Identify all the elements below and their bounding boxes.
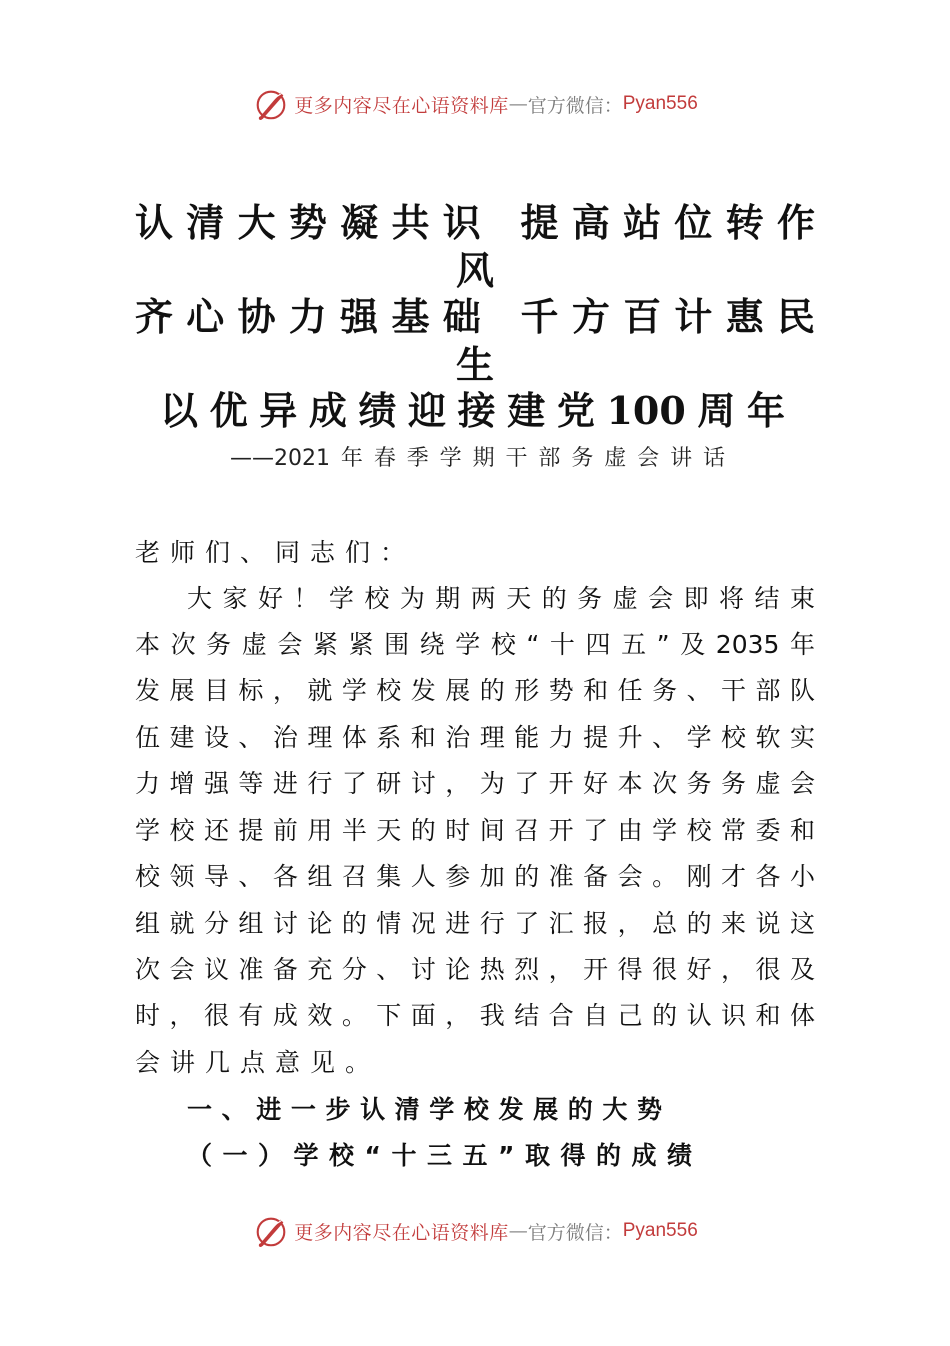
paragraph-line: 会讲几点意见。 — [135, 1048, 381, 1077]
paragraph-line: 大家好！学校为期两天的务虚会即将结束 — [187, 584, 815, 613]
paragraph-line: 次会议准备充分、讨论热烈，开得很好，很及 — [135, 955, 815, 984]
section-subheading-1: （一）学校“十三五”取得的成绩 — [187, 1141, 692, 1170]
paragraph-line: 组就分组讨论的情况进行了汇报，总的来说这 — [135, 909, 815, 938]
greeting: 老师们、同志们： — [135, 538, 416, 567]
watermark-wechat-id: Pyan556 — [622, 93, 698, 114]
title-line-2-wrap: 生 — [455, 342, 494, 387]
watermark-banner-top — [0, 82, 950, 126]
paragraph-line: 本次务虚会紧紧围绕学校“十四五”及2035年 — [135, 630, 815, 659]
paragraph-line: 力增强等进行了研讨，为了开好本次务务虚会 — [135, 769, 815, 798]
watermark-banner-bottom — [0, 1209, 950, 1253]
paragraph-line: 校领导、各组召集人参加的准备会。刚才各小 — [135, 862, 815, 891]
quill-pen-logo-icon — [252, 85, 290, 123]
subtitle: ——2021年春季学期干部务虚会讲话 — [230, 446, 725, 471]
watermark-dash: — — [508, 1220, 528, 1242]
title-line-3: 以优异成绩迎接建党100周年 — [160, 388, 785, 433]
title-line-1: 认清大势凝共识 提高站位转作 — [135, 200, 815, 245]
paragraph-line: 伍建设、治理体系和治理能力提升、学校软实 — [135, 723, 815, 752]
title-line-1-wrap: 风 — [455, 248, 494, 293]
section-heading-1: 一、进一步认清学校发展的大势 — [187, 1095, 662, 1124]
title-line-2: 齐心协力强基础 千方百计惠民 — [135, 294, 815, 339]
watermark-dash: — — [508, 93, 528, 115]
watermark-wechat-id: Pyan556 — [622, 1220, 698, 1241]
watermark-wechat-label: 官方微信： — [527, 94, 623, 117]
paragraph-line: 时，很有成效。下面，我结合自己的认识和体 — [135, 1001, 815, 1030]
quill-pen-logo-icon — [252, 1212, 290, 1250]
paragraph-line: 发展目标，就学校发展的形势和任务、干部队 — [135, 676, 815, 705]
paragraph-line: 学校还提前用半天的时间召开了由学校常委和 — [135, 816, 815, 845]
watermark-text: 更多内容尽在心语资料库 — [294, 1221, 509, 1244]
watermark-wechat-label: 官方微信： — [527, 1221, 623, 1244]
watermark-text: 更多内容尽在心语资料库 — [294, 94, 509, 117]
